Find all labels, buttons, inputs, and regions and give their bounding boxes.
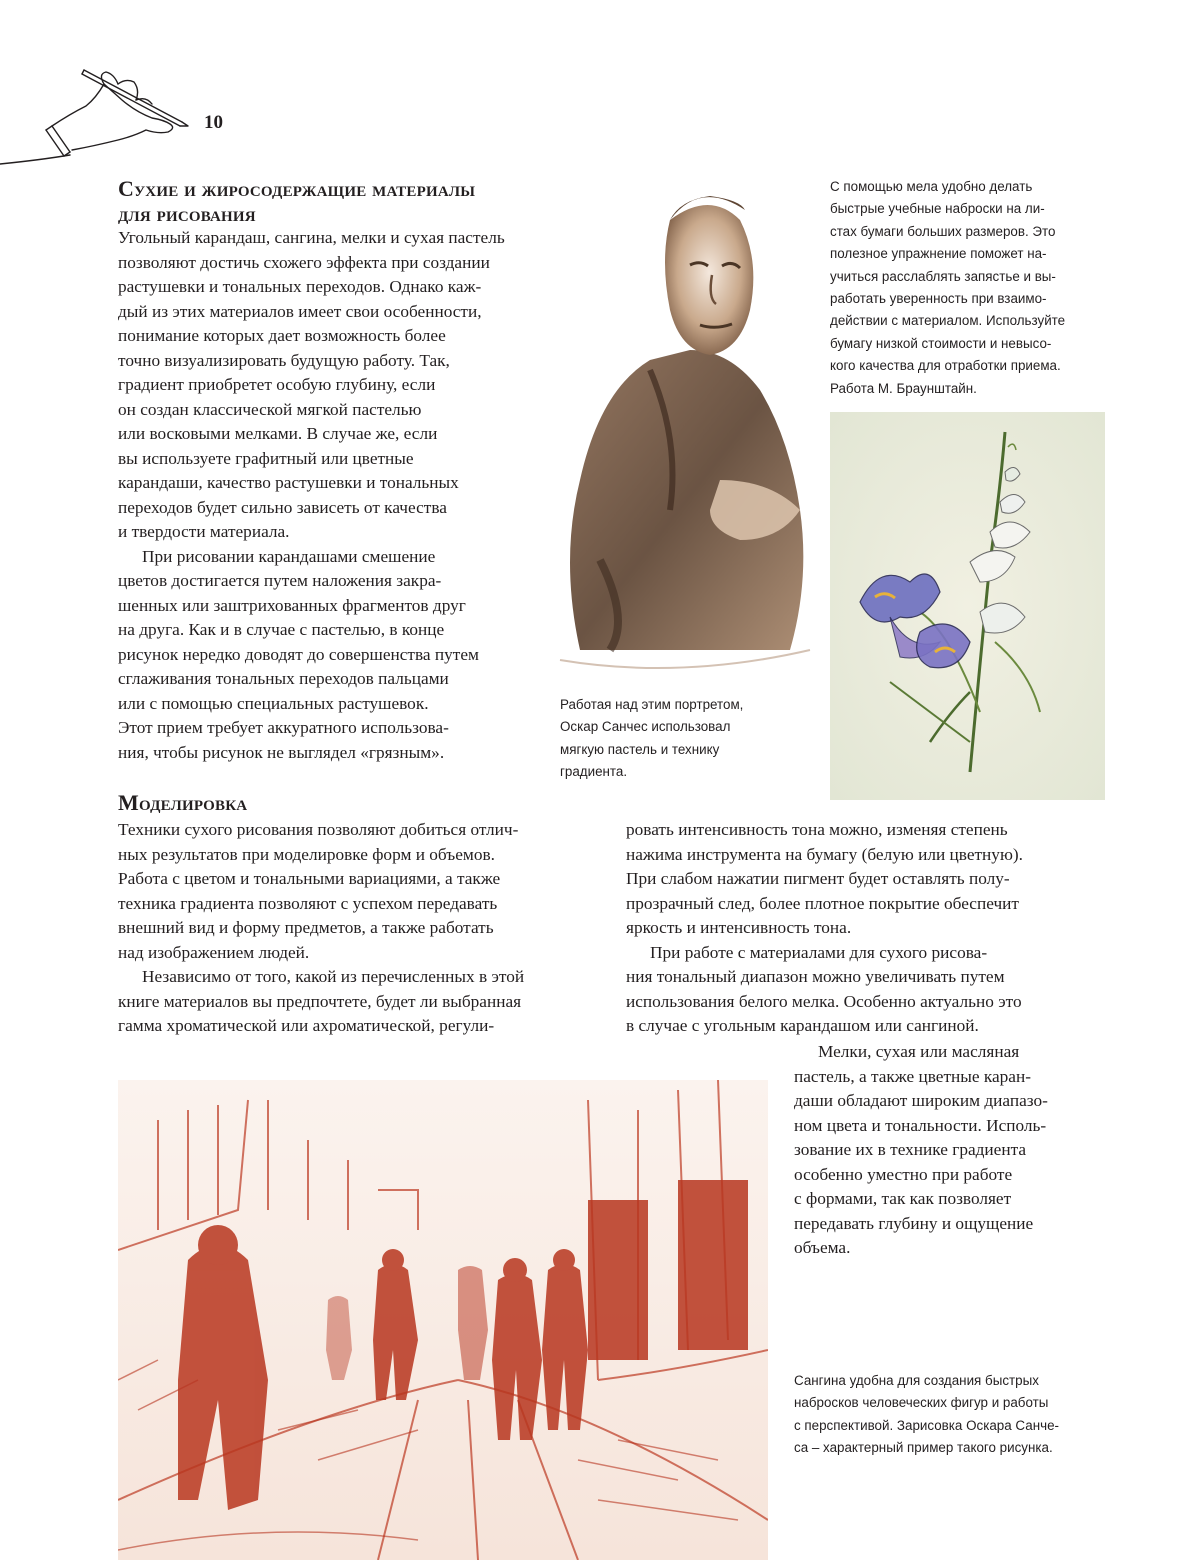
text-line: с формами, так как позволяет: [794, 1189, 1012, 1208]
text-line: переходов будет сильно зависеть от качества: [118, 497, 447, 517]
text-line: даши обладают широким диапазо-: [794, 1091, 1048, 1110]
text-line: Угольный карандаш, сангина, мелки и сухая пастель: [118, 228, 505, 247]
text-line: прозрачный след, более плотное покрытие обеспечит: [626, 893, 1019, 913]
text-line: использования белого мелка. Особенно актуально это: [626, 991, 1022, 1011]
text-line: или восковыми мелками. В случае же, если: [118, 424, 438, 443]
caption-line: Работа М. Браунштайн.: [830, 380, 977, 396]
paragraph: [118, 545, 568, 766]
paragraph: [118, 226, 568, 545]
paragraph: [626, 818, 1106, 941]
caption-line: работать уверенность при взаимо-: [830, 291, 1047, 307]
street-sanguine-illustration: [118, 1080, 768, 1560]
caption-line: Работая над этим портретом,: [560, 697, 744, 712]
text-line: на друга. Как и в случае с пастелью, в конце: [118, 620, 445, 639]
text-line: ных результатов при моделировке форм и объемов.: [118, 844, 495, 864]
text-line: пастель, а также цветные каран-: [794, 1066, 1031, 1086]
text-line: шенных или заштрихованных фрагментов друг: [118, 595, 466, 615]
text-line: ния тональный диапазон можно увеличивать путем: [626, 967, 1005, 986]
text-line: особенно уместно при работе: [794, 1164, 1013, 1184]
caption-line: учиться расслаблять запястье и вы-: [830, 268, 1056, 284]
section2-right-column-continued: [794, 1040, 1114, 1261]
caption-line: действии с материалом. Используйте: [830, 313, 1066, 329]
iris-flower-illustration: [830, 412, 1105, 800]
page-number: 10: [204, 112, 223, 133]
text-line: объема.: [794, 1238, 851, 1257]
caption-line: стах бумаги больших размеров. Это: [830, 223, 1056, 239]
text-line: вы используете графитный или цветные: [118, 448, 414, 468]
text-line: книге материалов вы предпочтете, будет ли выбранная: [118, 991, 522, 1011]
caption-line: бумагу низкой стоимости и невысо-: [830, 335, 1052, 351]
text-line: передавать глубину и ощущение: [794, 1213, 1034, 1233]
portrait-pastel-illustration: [540, 180, 820, 680]
text-line: ния, чтобы рисунок не выглядел «грязным».: [118, 742, 445, 762]
text-line: Этот прием требует аккуратного использова-: [118, 718, 449, 737]
text-line: над изображением людей.: [118, 942, 310, 962]
text-line: Независимо от того, какой из перечисленных в этой: [142, 967, 525, 986]
heading-line: для рисования: [118, 201, 256, 226]
text-line: дый из этих материалов имеет свои особенности,: [118, 301, 482, 321]
caption-line: полезное упражнение поможет на-: [830, 246, 1047, 262]
caption-chalk-sketch: [830, 176, 1130, 400]
section2-left-column: [118, 818, 598, 1039]
text-line: Техники сухого рисования позволяют добиться отлич-: [118, 820, 519, 839]
caption-line: Оскар Санчес использовал: [560, 719, 731, 735]
text-line: техника градиента позволяют с успехом передавать: [118, 893, 498, 913]
section-heading-modeling: Моделировка: [118, 790, 248, 815]
caption-line: градиента.: [560, 764, 628, 780]
text-line: цветов достигается путем наложения закра-: [118, 571, 442, 590]
paragraph: [118, 965, 598, 1039]
caption-line: быстрые учебные наброски на ли-: [830, 201, 1045, 217]
text-line: растушевки и тональных переходов. Однако каж-: [118, 277, 482, 296]
text-line: и твердости материала.: [118, 522, 290, 541]
text-line: градиент приобретет особую глубину, если: [118, 375, 436, 394]
text-line: При работе с материалами для сухого рисова-: [650, 942, 988, 962]
caption-line: Сангина удобна для создания быстрых: [794, 1373, 1039, 1388]
text-line: внешний вид и форму предметов, а также работать: [118, 918, 494, 937]
caption-line: мягкую пастель и технику: [560, 741, 720, 757]
text-line: Работа с цветом и тональными вариациями, а также: [118, 869, 501, 888]
caption-sanguine-sketch: [794, 1370, 1114, 1460]
text-line: понимание которых дает возможность более: [118, 326, 446, 345]
paragraph: [118, 818, 598, 965]
text-line: сглаживания тональных переходов пальцами: [118, 669, 449, 688]
text-line: в случае с угольным карандашом или сангиной.: [626, 1016, 979, 1035]
text-line: При слабом нажатии пигмент будет оставлять полу-: [626, 869, 1010, 888]
caption-line: набросков человеческих фигур и работы: [794, 1395, 1049, 1411]
text-line: карандаши, качество растушевки и тональных: [118, 473, 459, 492]
caption-portrait: [560, 694, 810, 784]
paragraph: [626, 941, 1106, 1039]
text-line: ном цвета и тональности. Исполь-: [794, 1115, 1047, 1135]
text-line: нажима инструмента на бумагу (белую или цветную).: [626, 844, 1023, 864]
text-line: ровать интенсивность тона можно, изменяя степень: [626, 820, 1008, 839]
section2-right-column: [626, 818, 1106, 1039]
text-line: точно визуализировать будущую работу. Так,: [118, 350, 450, 370]
caption-line: С помощью мела удобно делать: [830, 179, 1033, 194]
text-line: позволяют достичь схожего эффекта при создании: [118, 252, 490, 272]
caption-line: са – характерный пример такого рисунка.: [794, 1440, 1053, 1456]
text-line: или с помощью специальных растушевок.: [118, 693, 429, 713]
text-line: он создан классической мягкой пастелью: [118, 399, 422, 419]
section1-body: [118, 226, 568, 765]
text-line: яркость и интенсивность тона.: [626, 918, 852, 937]
text-line: рисунок нередко доводят до совершенства путем: [118, 644, 479, 664]
heading-line: Сухие и жиросодержащие материалы: [118, 176, 476, 201]
text-line: Мелки, сухая или масляная: [818, 1042, 1020, 1061]
caption-line: с перспективой. Зарисовка Оскара Санче-: [794, 1417, 1059, 1433]
text-line: При рисовании карандашами смешение: [142, 546, 436, 566]
caption-line: кого качества для отработки приема.: [830, 358, 1061, 374]
text-line: гамма хроматической или ахроматической, регули-: [118, 1016, 495, 1035]
section-heading-dry-materials: [118, 176, 578, 226]
text-line: зование их в технике градиента: [794, 1140, 1027, 1159]
paragraph: [794, 1040, 1114, 1261]
hand-drawing-pencil-icon: [0, 60, 200, 170]
